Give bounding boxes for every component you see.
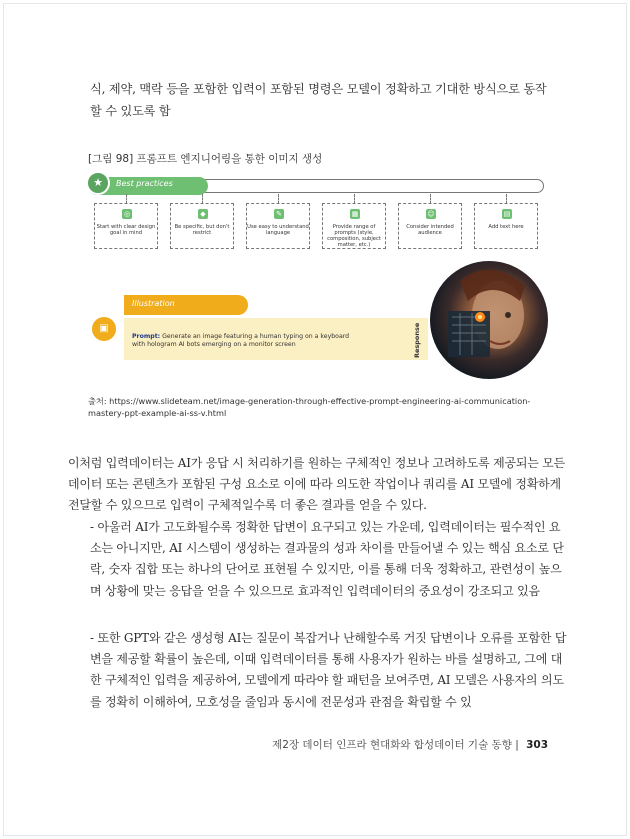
bullet-item-2: - 또한 GPT와 같은 생성형 AI는 질문이 복잡거나 난해할수록 거짓 답변이나 오류를 포함한 답변을 제공할 확률이 높은데, 이때 입력데이터를 통해 사용자가 원하는 바를 설명하고, 그에 대한 구체적인 입력을 제공하여, 모델에게 따라야 할 패턴을 보여주면, AI 모델은 사용자의 의도를 정확히 이해하여, 모호성을 줄임과 동시에 전문성과 관점을 확립할 수 있 [90, 631, 567, 709]
best-practice-item [94, 203, 158, 249]
body-paragraph: 이처럼 입력데이터는 AI가 응답 시 처리하기를 원하는 구체적인 정보나 고려하도록 제공되는 모든 데이터 또는 콘텐츠가 포함된 구성 요소로 이에 따라 의도한 작업이나 쿼리를 AI 모델에 정확하게 전달할 수 있으므로 입력이 구체적일수록 더 좋은 결과를 얻을 수 있다. [68, 456, 566, 513]
best-practice-item [398, 203, 462, 249]
target-icon: ◎ [123, 210, 131, 218]
best-practice-text: Add text here [488, 224, 524, 230]
best-practice-text: Start with clear design goal in mind [96, 224, 156, 236]
figure [86, 163, 552, 395]
figure-caption: [그림 98] 프롬프트 엔지니어링을 통한 이미지 생성 [88, 153, 323, 165]
chat-icon: ✎ [274, 209, 284, 219]
best-practice-text: Use easy to understand language [247, 224, 309, 236]
image-icon: ▣ [90, 315, 118, 343]
connector [354, 194, 356, 204]
best-practice-text: Be specific, but don't restrict [174, 224, 230, 236]
best-practice-item [170, 203, 234, 249]
top-text-line1: 식, 제약, 맥락 등을 포함한 입력이 포함된 명령은 모델이 정확하고 기대한 방식으로 동작 [90, 82, 547, 96]
footer-separator: | [515, 739, 519, 751]
grid-icon: ▦ [351, 210, 359, 218]
prompt-text: Generate an image featuring a human typing on a keyboard with hologram AI bots emerging on a monitor screen [132, 333, 350, 348]
figure-source: 출처: https://www.slideteam.net/image-generation-through-effective-prompt-engineering-ai-communication-mastery-ppt-example-ai-ss-v.html [88, 396, 531, 418]
robot-face-image [430, 261, 548, 379]
top-text-line2: 할 수 있도록 함 [90, 104, 171, 118]
chapter-title: 제2장 데이터 인프라 현대화와 합성데이터 기술 동향 [272, 739, 512, 751]
prompt-label: Prompt: [132, 333, 161, 340]
robot-face-art [430, 261, 548, 379]
best-practice-text: Consider intended audience [406, 224, 454, 236]
prompt-text-block [132, 333, 352, 349]
audience-icon: ☺ [427, 210, 435, 218]
document-icon: ▤ [503, 210, 511, 218]
connector [506, 194, 508, 204]
shapes-icon: ◆ [198, 209, 208, 219]
best-practice-text: Provide range of prompts (style, composition, subject matter, etc.) [327, 224, 381, 248]
bullet-item-1: - 아울러 AI가 고도화될수록 정확한 답변이 요구되고 있는 가운데, 입력데이터는 필수적인 요소는 아니지만, AI 시스템이 생성하는 결과물의 성과 차이를 만들어낼 수 있는 핵심 요소로 단락, 숫자 집합 또는 하나의 단어로 표현될 수 있지만, 이를 통해 더욱 정확하고, 관련성이 높으며 상황에 맞는 응답을 얻을 수 있으므로 효과적인 입력데이터의 중요성이 강조되고 있음 [90, 520, 564, 598]
connector [126, 194, 128, 204]
connector [278, 194, 280, 204]
best-practice-item [322, 203, 386, 249]
best-practice-item [246, 203, 310, 249]
connector [430, 194, 432, 204]
response-label: Response [413, 322, 421, 358]
connector [202, 194, 204, 204]
page-footer [272, 737, 548, 752]
best-practice-item [474, 203, 538, 249]
illustration-label: Illustration [132, 299, 175, 308]
trophy-icon: ★ [86, 171, 110, 195]
best-practices-title: Best practices [116, 179, 173, 188]
page-number: 303 [526, 739, 548, 751]
